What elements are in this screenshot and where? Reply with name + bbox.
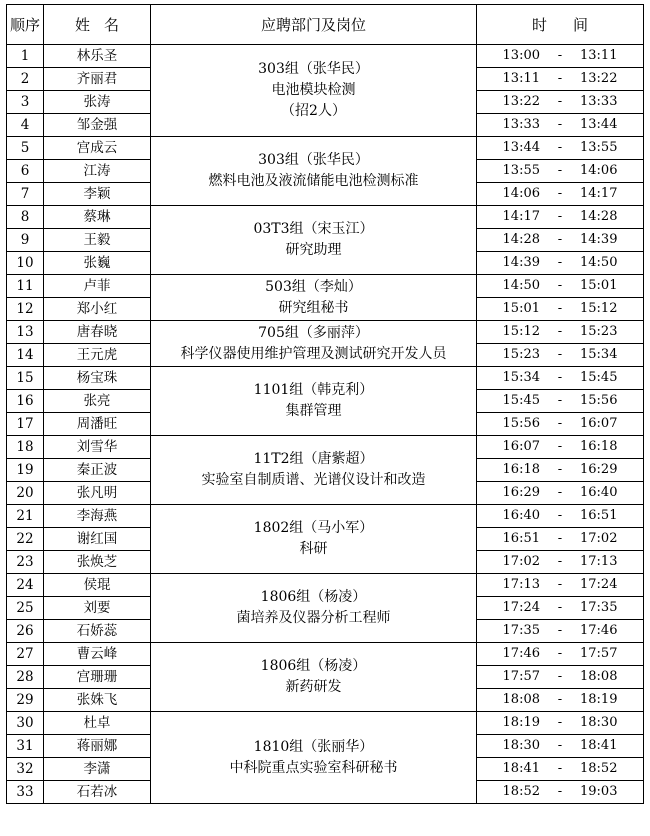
table-row (7, 321, 644, 344)
name-cell: 唐春晓 (44, 321, 151, 344)
time-separator: - (557, 646, 563, 661)
seq-cell: 24 (7, 574, 44, 597)
seq-cell: 9 (7, 229, 44, 252)
name-cell: 侯琨 (44, 574, 151, 597)
start-time: 18:19 (502, 715, 540, 730)
dept-line: 1810组（张丽华） (253, 738, 374, 755)
time-separator: - (557, 48, 563, 63)
seq-cell: 4 (7, 114, 44, 137)
table-row (7, 436, 644, 459)
time-separator: - (557, 738, 563, 753)
end-time: 18:08 (580, 669, 618, 684)
name-cell: 张涛 (44, 91, 151, 114)
start-time: 17:35 (502, 623, 540, 638)
dept-cell (151, 436, 477, 505)
time-separator: - (557, 669, 563, 684)
dept-line: 中科院重点实验室科研秘书 (229, 759, 398, 776)
start-time: 13:33 (502, 117, 540, 132)
time-separator: - (557, 600, 563, 615)
time-cell (477, 321, 644, 344)
dept-line: 电池模块检测 (271, 82, 356, 98)
seq-cell: 8 (7, 206, 44, 229)
name-cell: 秦正波 (44, 459, 151, 482)
time-cell (477, 390, 644, 413)
time-cell (477, 436, 644, 459)
time-cell (477, 597, 644, 620)
dept-line: 科学仪器使用维护管理及测试研究开发人员 (180, 345, 447, 362)
time-cell (477, 643, 644, 666)
dept-cell (151, 643, 477, 712)
interview-schedule (6, 4, 644, 804)
time-separator: - (557, 784, 563, 799)
dept-line: 303组（张华民） (258, 152, 369, 168)
seq-cell: 16 (7, 390, 44, 413)
name-cell: 蔡琳 (44, 206, 151, 229)
start-time: 17:24 (502, 600, 540, 615)
time-separator: - (557, 232, 563, 247)
time-cell (477, 114, 644, 137)
end-time: 17:46 (580, 623, 618, 638)
seq-cell: 29 (7, 689, 44, 712)
time-cell (477, 620, 644, 643)
name-cell: 江涛 (44, 160, 151, 183)
time-cell (477, 68, 644, 91)
name-cell: 李颖 (44, 183, 151, 206)
seq-cell: 6 (7, 160, 44, 183)
start-time: 18:41 (502, 761, 540, 776)
time-separator: - (557, 347, 563, 362)
dept-line: 03T3组（宋玉江） (253, 221, 374, 237)
dept-line: 研究助理 (285, 242, 342, 258)
seq-cell: 22 (7, 528, 44, 551)
dept-line: 新药研发 (285, 679, 342, 695)
start-time: 18:52 (502, 784, 540, 799)
table-row (7, 45, 644, 68)
time-cell (477, 298, 644, 321)
time-cell (477, 758, 644, 781)
end-time: 17:57 (580, 646, 618, 661)
time-separator: - (557, 117, 563, 132)
name-cell: 李海燕 (44, 505, 151, 528)
time-separator: - (557, 692, 563, 707)
start-time: 18:30 (502, 738, 540, 753)
end-time: 14:50 (580, 255, 618, 270)
time-separator: - (557, 301, 563, 316)
seq-cell: 5 (7, 137, 44, 160)
dept-cell (151, 206, 477, 275)
time-cell (477, 459, 644, 482)
end-time: 13:44 (580, 117, 618, 132)
dept-line: 1806组（杨凌） (260, 658, 367, 674)
start-time: 14:39 (502, 255, 540, 270)
header-seq: 顺序 (7, 5, 44, 45)
start-time: 14:50 (502, 278, 540, 293)
name-cell: 李潇 (44, 758, 151, 781)
end-time: 15:45 (580, 370, 618, 385)
name-cell: 郑小红 (44, 298, 151, 321)
time-separator: - (557, 531, 563, 546)
time-cell (477, 666, 644, 689)
dept-line: （招2人） (281, 103, 346, 119)
time-cell (477, 275, 644, 298)
time-cell (477, 367, 644, 390)
seq-cell: 32 (7, 758, 44, 781)
time-separator: - (557, 186, 563, 201)
seq-cell: 27 (7, 643, 44, 666)
start-time: 13:11 (502, 71, 540, 86)
name-cell: 卢菲 (44, 275, 151, 298)
end-time: 18:52 (580, 761, 618, 776)
time-separator: - (557, 140, 563, 155)
name-cell: 谢红国 (44, 528, 151, 551)
seq-cell: 25 (7, 597, 44, 620)
name-cell: 宫成云 (44, 137, 151, 160)
name-cell: 刘要 (44, 597, 151, 620)
name-cell: 杜卓 (44, 712, 151, 735)
start-time: 18:08 (502, 692, 540, 707)
time-cell (477, 183, 644, 206)
schedule-body (7, 45, 644, 804)
seq-cell: 20 (7, 482, 44, 505)
dept-line: 燃料电池及液流储能电池检测标准 (208, 173, 419, 189)
header-dept: 应聘部门及岗位 (151, 5, 477, 45)
start-time: 17:02 (502, 554, 540, 569)
dept-line: 科研 (299, 541, 328, 557)
seq-cell: 17 (7, 413, 44, 436)
dept-line: 1101组（韩克利） (253, 382, 374, 398)
time-separator: - (557, 462, 563, 477)
time-cell (477, 781, 644, 804)
time-separator: - (557, 370, 563, 385)
time-cell (477, 91, 644, 114)
start-time: 15:01 (502, 301, 540, 316)
dept-cell (151, 574, 477, 643)
dept-cell (151, 137, 477, 206)
start-time: 16:29 (502, 485, 540, 500)
dept-line: 实验室自制质谱、光谱仪设计和改造 (201, 472, 426, 488)
time-cell (477, 206, 644, 229)
end-time: 18:41 (580, 738, 618, 753)
start-time: 17:57 (502, 669, 540, 684)
time-separator: - (557, 416, 563, 431)
name-cell: 周潘旺 (44, 413, 151, 436)
name-cell: 张焕芝 (44, 551, 151, 574)
seq-cell: 30 (7, 712, 44, 735)
dept-cell (151, 275, 477, 321)
dept-cell (151, 45, 477, 137)
time-separator: - (557, 623, 563, 638)
name-cell: 蒋丽娜 (44, 735, 151, 758)
time-separator: - (557, 508, 563, 523)
start-time: 14:28 (502, 232, 540, 247)
seq-cell: 15 (7, 367, 44, 390)
seq-cell: 19 (7, 459, 44, 482)
seq-cell: 26 (7, 620, 44, 643)
dept-cell (151, 367, 477, 436)
table-row (7, 367, 644, 390)
name-cell: 王元虎 (44, 344, 151, 367)
time-separator: - (557, 761, 563, 776)
end-time: 17:02 (580, 531, 618, 546)
start-time: 16:51 (502, 531, 540, 546)
time-cell (477, 252, 644, 275)
name-cell: 杨宝珠 (44, 367, 151, 390)
seq-cell: 18 (7, 436, 44, 459)
end-time: 14:06 (580, 163, 618, 178)
dept-line: 集群管理 (285, 403, 342, 419)
end-time: 17:24 (580, 577, 618, 592)
time-separator: - (557, 485, 563, 500)
name-cell: 刘雪华 (44, 436, 151, 459)
end-time: 16:29 (580, 462, 618, 477)
name-cell: 王毅 (44, 229, 151, 252)
end-time: 18:30 (580, 715, 618, 730)
seq-cell: 7 (7, 183, 44, 206)
seq-cell: 2 (7, 68, 44, 91)
header-name-label: 姓名 (74, 16, 133, 34)
end-time: 16:51 (580, 508, 618, 523)
seq-cell: 21 (7, 505, 44, 528)
start-time: 13:00 (502, 48, 540, 63)
start-time: 16:18 (502, 462, 540, 477)
time-cell (477, 229, 644, 252)
time-cell (477, 689, 644, 712)
time-separator: - (557, 554, 563, 569)
end-time: 16:07 (580, 416, 618, 431)
table-row (7, 574, 644, 597)
header-time (477, 5, 644, 45)
time-cell (477, 735, 644, 758)
time-separator: - (557, 715, 563, 730)
seq-cell: 31 (7, 735, 44, 758)
time-separator: - (557, 94, 563, 109)
start-time: 15:23 (502, 347, 540, 362)
time-cell (477, 528, 644, 551)
end-time: 18:19 (580, 692, 618, 707)
end-time: 13:11 (580, 48, 618, 63)
start-time: 16:40 (502, 508, 540, 523)
end-time: 13:22 (580, 71, 618, 86)
seq-cell: 33 (7, 781, 44, 804)
name-cell: 张姝飞 (44, 689, 151, 712)
name-cell: 曹云峰 (44, 643, 151, 666)
seq-cell: 28 (7, 666, 44, 689)
start-time: 14:06 (502, 186, 540, 201)
end-time: 14:39 (580, 232, 618, 247)
name-cell: 林乐圣 (44, 45, 151, 68)
seq-cell: 11 (7, 275, 44, 298)
start-time: 13:55 (502, 163, 540, 178)
dept-line: 1806组（杨凌） (260, 589, 367, 605)
start-time: 15:45 (502, 393, 540, 408)
end-time: 15:56 (580, 393, 618, 408)
name-cell: 宫珊珊 (44, 666, 151, 689)
name-cell: 石若冰 (44, 781, 151, 804)
name-cell: 齐丽君 (44, 68, 151, 91)
time-separator: - (557, 278, 563, 293)
start-time: 17:46 (502, 646, 540, 661)
table-row (7, 137, 644, 160)
header-time-label: 时间 (531, 16, 614, 34)
time-cell (477, 413, 644, 436)
table-row (7, 206, 644, 229)
name-cell: 张巍 (44, 252, 151, 275)
end-time: 17:13 (580, 554, 618, 569)
time-separator: - (557, 163, 563, 178)
end-time: 15:12 (580, 301, 618, 316)
time-cell (477, 712, 644, 735)
dept-line: 研究组秘书 (278, 299, 349, 316)
end-time: 19:03 (580, 784, 618, 799)
seq-cell: 12 (7, 298, 44, 321)
dept-line: 1802组（马小军） (253, 520, 374, 536)
dept-cell (151, 505, 477, 574)
time-cell (477, 45, 644, 68)
table-row (7, 643, 644, 666)
start-time: 15:12 (502, 324, 540, 339)
table-row (7, 712, 644, 735)
header-row (7, 5, 644, 45)
name-cell: 石娇蕊 (44, 620, 151, 643)
time-separator: - (557, 324, 563, 339)
end-time: 13:33 (580, 94, 618, 109)
start-time: 17:13 (502, 577, 540, 592)
table-row (7, 275, 644, 298)
time-cell (477, 344, 644, 367)
name-cell: 邹金强 (44, 114, 151, 137)
dept-line: 503组（李灿） (265, 278, 362, 295)
end-time: 14:28 (580, 209, 618, 224)
name-cell: 张亮 (44, 390, 151, 413)
start-time: 16:07 (502, 439, 540, 454)
time-cell (477, 482, 644, 505)
dept-line: 11T2组（唐紫超） (253, 451, 374, 467)
seq-cell: 3 (7, 91, 44, 114)
end-time: 16:40 (580, 485, 618, 500)
end-time: 14:17 (580, 186, 618, 201)
start-time: 13:22 (502, 94, 540, 109)
table-row (7, 505, 644, 528)
start-time: 15:56 (502, 416, 540, 431)
time-separator: - (557, 439, 563, 454)
end-time: 15:01 (580, 278, 618, 293)
time-cell (477, 551, 644, 574)
seq-cell: 1 (7, 45, 44, 68)
dept-line: 303组（张华民） (258, 61, 369, 77)
dept-cell (151, 321, 477, 367)
time-cell (477, 137, 644, 160)
time-cell (477, 160, 644, 183)
seq-cell: 10 (7, 252, 44, 275)
dept-line: 705组（多丽萍） (258, 324, 369, 341)
end-time: 15:23 (580, 324, 618, 339)
end-time: 16:18 (580, 439, 618, 454)
time-cell (477, 574, 644, 597)
time-separator: - (557, 209, 563, 224)
time-separator: - (557, 393, 563, 408)
header-name (44, 5, 151, 45)
seq-cell: 14 (7, 344, 44, 367)
start-time: 13:44 (502, 140, 540, 155)
end-time: 17:35 (580, 600, 618, 615)
end-time: 13:55 (580, 140, 618, 155)
time-separator: - (557, 255, 563, 270)
time-cell (477, 505, 644, 528)
end-time: 15:34 (580, 347, 618, 362)
time-separator: - (557, 71, 563, 86)
name-cell: 张凡明 (44, 482, 151, 505)
seq-cell: 23 (7, 551, 44, 574)
schedule-table (6, 4, 644, 804)
dept-cell (151, 712, 477, 804)
seq-cell: 13 (7, 321, 44, 344)
start-time: 15:34 (502, 370, 540, 385)
dept-line: 菌培养及仪器分析工程师 (236, 610, 391, 626)
time-separator: - (557, 577, 563, 592)
start-time: 14:17 (502, 209, 540, 224)
